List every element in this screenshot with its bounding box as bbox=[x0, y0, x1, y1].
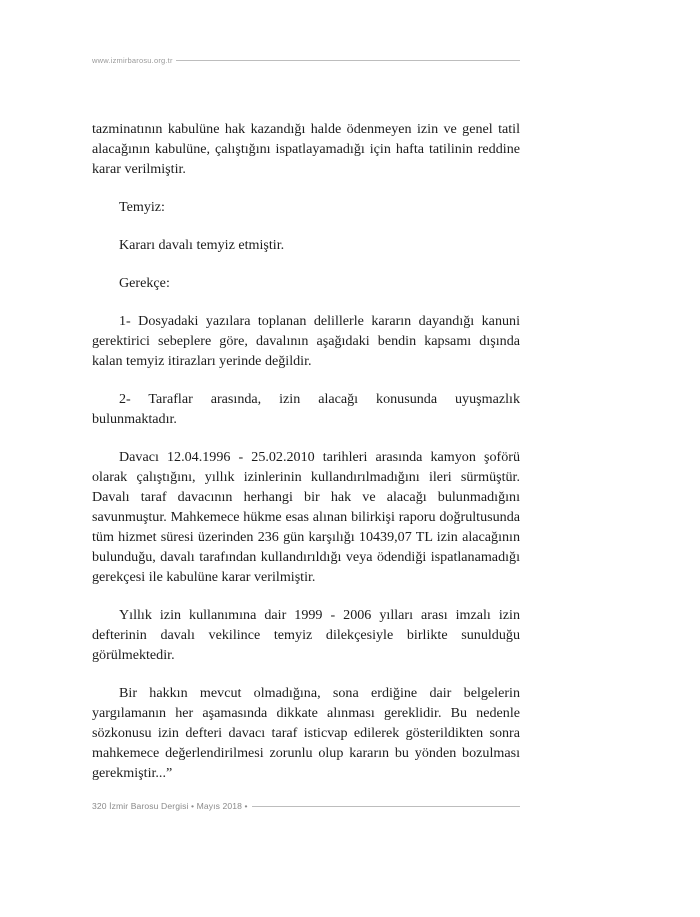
header-rule bbox=[176, 60, 520, 61]
paragraph: 2- Taraflar arasında, izin alacağı konusunda uyuşmazlık bulunmaktadır. bbox=[92, 391, 520, 427]
page-header bbox=[92, 54, 520, 66]
header-url: www.izmirbarosu.org.tr bbox=[92, 55, 173, 65]
paragraph: Davacı 12.04.1996 - 25.02.2010 tarihleri arasında kamyon şoförü olarak çalıştığını, yıllık izinlerinin kullandırılmadığını ileri sürmüştür. Davalı taraf davacının herhangi bir hak ve alacağı bulunmadığını savunmuştur. Mahkemece hükme esas alınan bilirkişi raporu doğrultusunda tüm hizmet süresi üzerinden 236 gün karşılığı 10439,07 TL izin alacağının bulunduğu, davalı tarafından kullandırıldığı veya ödendiği ispatlanamadığı gerekçesi ile kabulüne karar verilmiştir. bbox=[92, 449, 520, 585]
paragraph: Yıllık izin kullanımına dair 1999 - 2006 yılları arası imzalı izin defterinin davalı vekilince temyiz dilekçesiyle birlikte sunulduğu görülmektedir. bbox=[92, 607, 520, 663]
paragraph: 1- Dosyadaki yazılara toplanan delillerle kararın dayandığı kanuni gerektirici sebeplere göre, davalının aşağıdaki bendin kapsamı dışında kalan temyiz itirazları yerinde değildir. bbox=[92, 313, 520, 369]
page-footer bbox=[92, 800, 520, 812]
paragraph-continuation: tazminatının kabulüne hak kazandığı halde ödenmeyen izin ve genel tatil alacağının kabulüne, çalıştığını ispatlayamadığı için hafta tatilinin reddine karar verilmiştir. bbox=[92, 121, 520, 177]
footer-text: 320 İzmir Barosu Dergisi • Mayıs 2018 • bbox=[92, 801, 248, 811]
section-heading-temyiz: Temyiz: bbox=[119, 199, 165, 215]
paragraph: Kararı davalı temyiz etmiştir. bbox=[119, 237, 285, 253]
footer-rule bbox=[252, 806, 520, 807]
section-heading-gerekce: Gerekçe: bbox=[119, 275, 170, 291]
body-text bbox=[92, 119, 520, 801]
paragraph: Bir hakkın mevcut olmadığına, sona erdiğine dair belgelerin yargılamanın her aşamasında dikkate alınması gereklidir. Bu nedenle sözkonusu izin defteri davacı taraf isticvap edilerek gösterildikten sonra mahkemece değerlendirilmesi zorunlu olup kararın bu yönden bozulması gerekmiştir...” bbox=[92, 685, 520, 781]
